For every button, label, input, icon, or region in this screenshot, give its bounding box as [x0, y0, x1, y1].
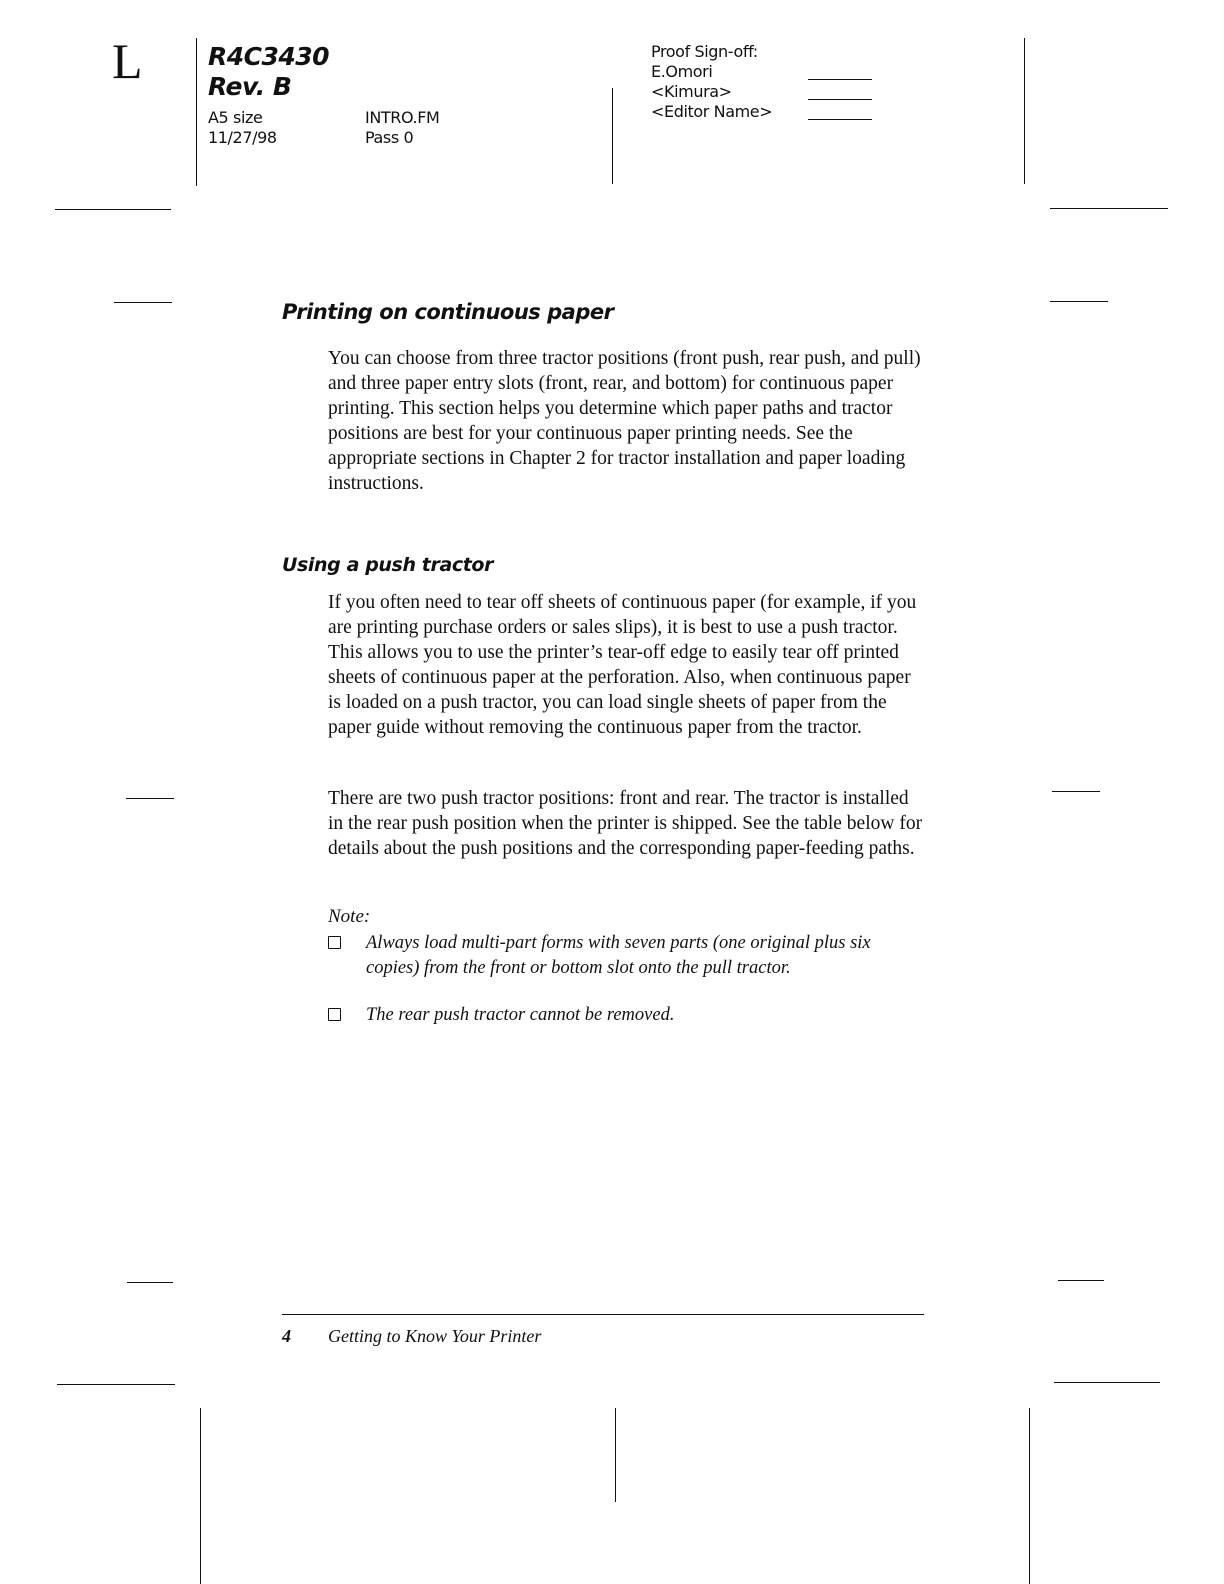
section-heading: Printing on continuous paper	[282, 300, 614, 324]
note-item-text: Always load multi-part forms with seven parts (one original plus six copies) from the front or bottom slot onto the pull tractor.	[366, 933, 871, 978]
crop-mark	[126, 798, 174, 799]
signoff-line-2	[808, 99, 872, 100]
chapter-title: Getting to Know Your Printer	[328, 1326, 542, 1346]
page-number: 4	[282, 1326, 291, 1346]
doc-file: INTRO.FM	[365, 108, 440, 127]
header-divider-center	[612, 88, 613, 184]
bottom-mark-center	[615, 1408, 616, 1502]
push-tractor-paragraph: If you often need to tear off sheets of continuous paper (for example, if you are printing purchase orders or sales slips), it is best to use a push tractor. This allows you to use the printer’s tear-off edge to easily tear off printed sheets of continuous paper at the perforation. Also, when continuous paper is loaded on a push tractor, you can load single sheets of paper from the paper guide without removing the continuous paper from the tractor.	[328, 592, 917, 738]
crop-mark	[1050, 301, 1108, 302]
note-label: Note:	[328, 906, 371, 927]
signoff-line-1	[808, 79, 872, 80]
doc-code: R4C3430	[208, 42, 330, 71]
crop-mark	[1052, 791, 1100, 792]
footer-rule	[282, 1314, 924, 1315]
signoff-title: Proof Sign-off:	[651, 42, 758, 61]
doc-date: 11/27/98	[208, 128, 277, 147]
crop-mark	[114, 302, 172, 303]
bottom-mark-left	[200, 1408, 201, 1584]
crop-mark	[1054, 1382, 1160, 1383]
header-divider-right	[1024, 38, 1025, 184]
note-item	[328, 1003, 928, 1028]
signoff-line-3	[808, 119, 872, 120]
intro-paragraph: You can choose from three tractor positions (front push, rear push, and pull) and three paper entry slots (front, rear, and bottom) for continuous paper printing. This section helps you determine which paper paths and tractor positions are best for your continuous paper printing needs. See the appropriate sections in Chapter 2 for tractor installation and paper loading instructions.	[328, 348, 921, 494]
crop-mark	[1058, 1280, 1104, 1281]
doc-pass: Pass 0	[365, 128, 414, 147]
doc-revision: Rev. B	[208, 72, 292, 101]
signer-2: <Kimura>	[651, 82, 732, 101]
header-divider-left	[196, 38, 197, 186]
subsection-heading: Using a push tractor	[282, 554, 494, 576]
checkbox-bullet-icon	[328, 936, 341, 949]
bottom-mark-right	[1029, 1408, 1030, 1584]
checkbox-bullet-icon	[328, 1008, 341, 1021]
crop-mark	[127, 1282, 173, 1283]
doc-size: A5 size	[208, 108, 263, 127]
crop-mark	[1050, 208, 1168, 209]
note-item	[328, 931, 928, 981]
corner-letter: L	[112, 33, 143, 89]
note-item-text: The rear push tractor cannot be removed.	[366, 1005, 675, 1025]
signer-3: <Editor Name>	[651, 102, 773, 121]
signer-1: E.Omori	[651, 62, 713, 81]
crop-mark	[57, 1384, 175, 1385]
crop-mark	[55, 209, 171, 210]
positions-paragraph: There are two push tractor positions: front and rear. The tractor is installed in the rear push position when the printer is shipped. See the table below for details about the push positions and the corresponding paper-feeding paths.	[328, 788, 923, 859]
